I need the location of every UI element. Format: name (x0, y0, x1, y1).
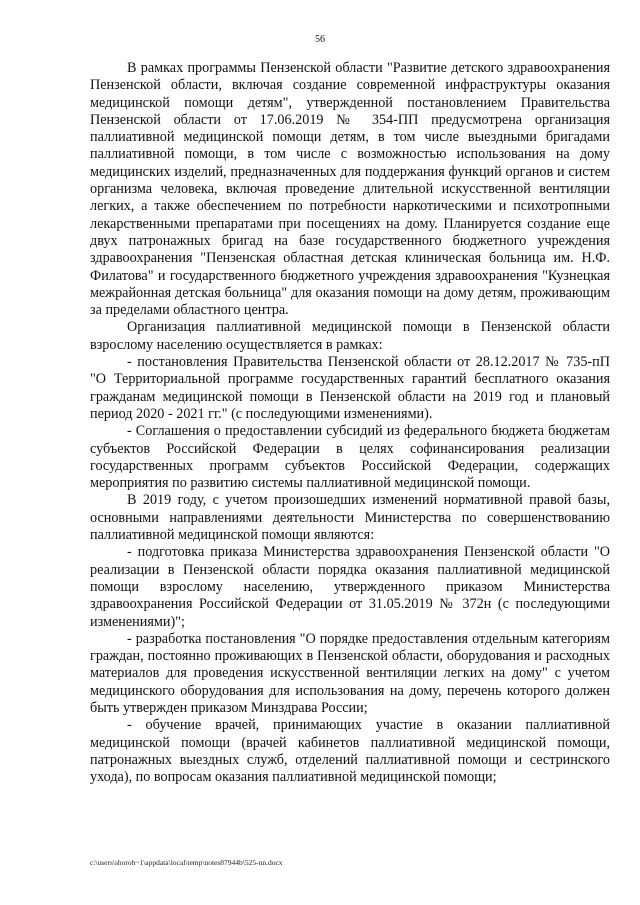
paragraph-resolution-development: - разработка постановления "О порядке предоставления отдельным категориям граждан, постоянно проживающих в Пензенской области, оборудования и расходных материалов для проведения искусственной вентиляции легких на дому" с учетом медицинского оборудования для использования на дому, перечень которого должен быть утвержден приказом Минздрава России; (90, 630, 610, 716)
paragraph-doctor-training: - обучение врачей, принимающих участие в оказании паллиативной медицинской помощи (врачей кабинетов паллиативной медицинской помощи, патронажных выездных служб, отделений паллиативной помощи и сестринского ухода), по вопросам оказания паллиативной медицинской помощи; (90, 717, 610, 786)
paragraph-2019-directions: В 2019 году, с учетом произошедших изменений нормативной правой базы, основными направлениями деятельности Министерства по совершенствованию паллиативной медицинской помощи являются: (90, 492, 610, 544)
paragraph-subsidy-agreement: - Соглашения о предоставлении субсидий из федерального бюджета бюджетам субъектов Российской Федерации в целях софинансирования реализации государственных программ субъектов Российской Федерации, содержащих мероприятия по развитию системы паллиативной медицинской помощи. (90, 423, 610, 492)
paragraph-order-preparation: - подготовка приказа Министерства здравоохранения Пензенской области "О реализации в Пензенской области порядка оказания паллиативной медицинской помощи взрослому населению, утвержденного приказом Министерства здравоохранения Российской Федерации от 31.05.2019 № 372н (с последующими изменениями)"; (90, 544, 610, 630)
page-number: 56 (315, 34, 325, 45)
paragraph-territorial-program: - постановления Правительства Пензенской области от 28.12.2017 № 735-пП "О Территориальной программе государственных гарантий бесплатного оказания гражданам медицинской помощи в Пензенской области на 2019 год и плановый период 2020 - 2021 гг." (с последующими изменениями). (90, 354, 610, 422)
paragraph-adult-organization: Организация паллиативной медицинской помощи в Пензенской области взрослому населению осуществляется в рамках: (90, 319, 610, 353)
document-body (90, 60, 610, 786)
paragraph-children-program: В рамках программы Пензенской области "Развитие детского здравоохранения Пензенской области, включая создание современной инфраструктуры оказания медицинской помощи детям", утвержденной постановлением Правительства Пензенской области от 17.06.2019 № 354-ПП предусмотрена организация паллиативной медицинской помощи детям, в том числе выездными бригадами паллиативной помощи, в том числе с возможностью использования на дому медицинских изделий, предназначенных для поддержания функций органов и систем организма человека, включая проведение длительной искусственной вентиляции легких, а также обеспечением по потребности наркотическими и психотропными лекарственными препаратами при посещениях на дому. Планируется создание еще двух патронажных бригад на базе государственного бюджетного учреждения здравоохранения "Пензенская областная детская клиническая больница им. Н.Ф. Филатова" и государственного бюджетного учреждения здравоохранения "Кузнецкая межрайонная детская больница" для оказания помощи на дому детям, проживающим за пределами областного центра. (90, 60, 610, 319)
footer-file-path: c:\users\shoroh~1\appdata\local\temp\notes87944b\525-nn.docx (90, 858, 283, 867)
